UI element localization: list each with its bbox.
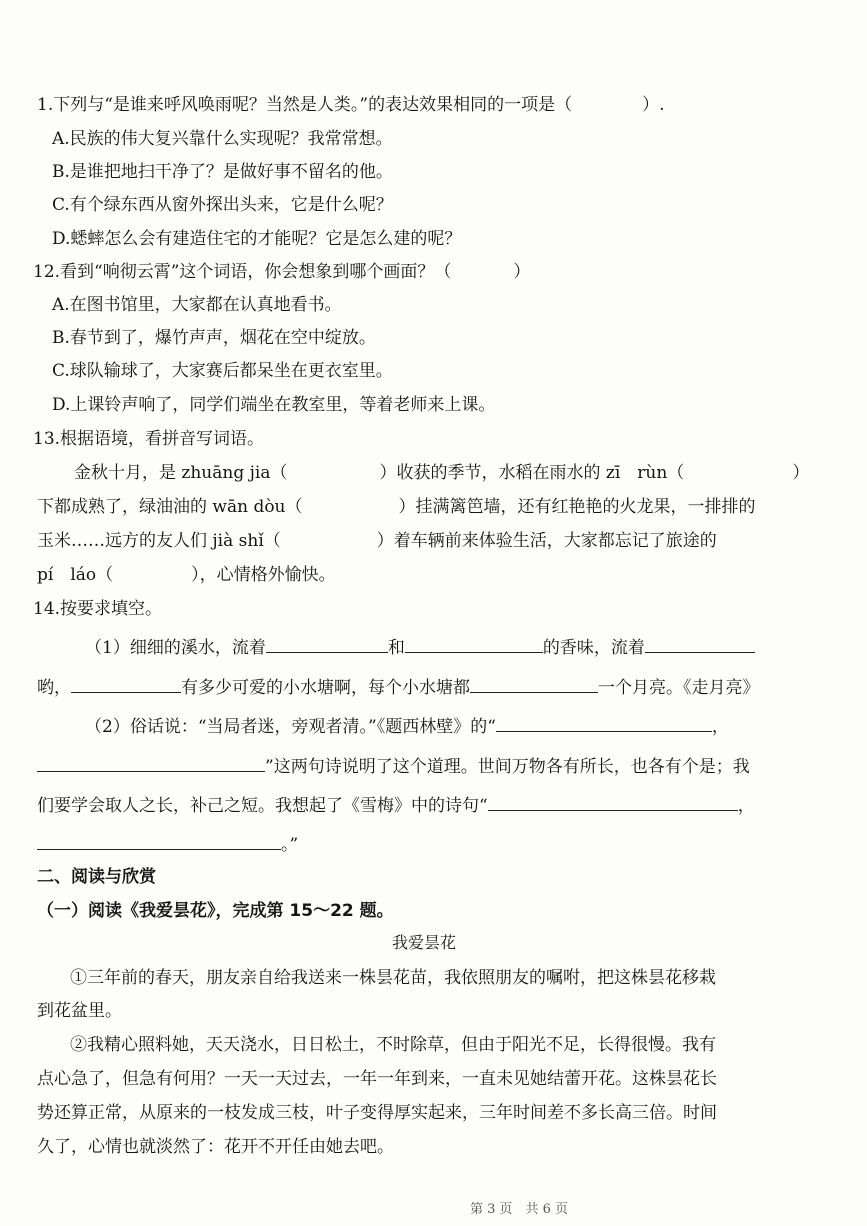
question-14-stem: 14.按要求填空。 [33,599,163,619]
question-14-part-2-line-2: ”这两句诗说明了这个道理。世间万物各有所长，也各有个是；我 [37,753,750,779]
question-11-option-a: A.民族的伟大复兴靠什么实现呢？我常常想。 [52,129,393,149]
fill-blank[interactable] [37,753,265,772]
article-paragraph-2-line-3: 势还算正常，从原来的一枝发成三枝，叶子变得厚实起来，三年时间差不多长高三倍。时间 [37,1103,717,1123]
question-13-line-3: 玉米……远方的友人们 jià shǐ（ ）着车辆前来体验生活，大家都忘记了旅途的 [37,531,717,551]
question-11-stem: 1.下列与“是谁来呼风唤雨呢？当然是人类。”的表达效果相同的一项是（ ）. [37,95,665,115]
question-12-option-d: D.上课铃声响了，同学们端坐在教室里，等着老师来上课。 [52,395,496,415]
section-subheading: （一）阅读《我爱昙花》，完成第 15～22 题。 [37,901,394,921]
section-heading: 二、阅读与欣赏 [37,867,156,887]
question-12-option-c: C.球队输球了，大家赛后都呆坐在更衣室里。 [52,361,393,381]
fill-blank[interactable] [470,674,598,693]
article-paragraph-1-line-2: 到花盆里。 [37,1001,122,1021]
fill-blank[interactable] [488,792,738,811]
question-11-option-c: C.有个绿东西从窗外探出头来，它是什么呢？ [52,195,393,215]
question-14-part-2-line-1: （2）俗话说：“当局者迷，旁观者清。”《题西林壁》的“ ， [85,713,729,739]
question-12-stem: 12.看到“响彻云霄”这个词语，你会想象到哪个画面？（ ） [33,262,531,282]
question-13-line-2: 下都成熟了，绿油油的 wān dòu（ ）挂满篱笆墙，还有红艳艳的火龙果，一排排的 [37,497,756,517]
question-12-option-b: B.春节到了，爆竹声声，烟花在空中绽放。 [52,328,376,348]
article-paragraph-2-line-4: 久了，心情也就淡然了：花开不开任由她去吧。 [37,1137,394,1157]
article-paragraph-1-line-1: ①三年前的春天，朋友亲自给我送来一株昙花苗，我依照朋友的嘱咐，把这株昙花移栽 [70,968,716,988]
question-12-option-a: A.在图书馆里，大家都在认真地看书。 [52,295,342,315]
question-11-option-b: B.是谁把地扫干净了？是做好事不留名的他。 [52,162,393,182]
question-14-part-1-line-2: 哟， 有多少可爱的小水塘啊，每个小水塘都 一个月亮。《走月亮》 [37,674,760,700]
question-13-stem: 13.根据语境，看拼音写词语。 [33,429,265,449]
article-paragraph-2-line-2: 点心急了，但急有何用？一天一天过去，一年一年到来，一直未见她结蕾开花。这株昙花长 [37,1069,717,1089]
question-13-line-4: pí láo（ ），心情格外愉快。 [37,565,336,585]
question-11-option-d: D.蟋蟀怎么会有建造住宅的才能呢？它是怎么建的呢？ [52,229,462,249]
article-title: 我爱昙花 [392,933,457,952]
fill-blank[interactable] [266,634,388,653]
fill-blank[interactable] [71,674,181,693]
question-14-part-2-line-4: 。” [37,831,298,857]
question-14-part-1-line-1: （1）细细的溪水，流着 和 的香味，流着 [85,634,755,660]
fill-blank[interactable] [496,713,712,732]
page-footer: 第 3 页 共 6 页 [470,1202,569,1217]
article-paragraph-2-line-1: ②我精心照料她，天天浇水，日日松土，不时除草，但由于阳光不足，长得很慢。我有 [70,1035,716,1055]
fill-blank[interactable] [405,634,543,653]
fill-blank[interactable] [645,634,755,653]
question-14-part-2-line-3: 们要学会取人之长，补己之短。我想起了《雪梅》中的诗句“ ， [37,792,755,818]
question-13-line-1: 金秋十月，是 zhuāng jia（ ）收获的季节，水稻在雨水的 zī rùn（ ） [74,463,810,483]
fill-blank[interactable] [37,831,281,850]
